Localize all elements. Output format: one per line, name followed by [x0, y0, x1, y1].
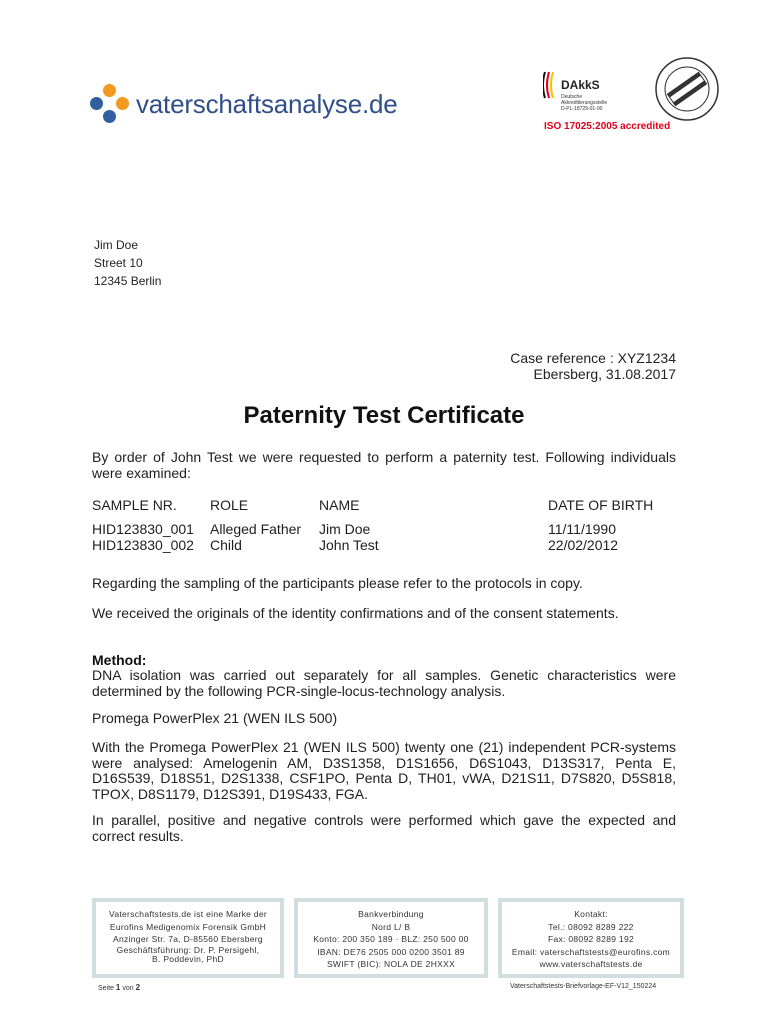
case-reference: Case reference : XYZ1234 [510, 350, 676, 366]
dakks-icon [543, 70, 559, 100]
sampling-note: Regarding the sampling of the participants please refer to the protocols in copy. [92, 575, 583, 591]
iso-accredited-label: ISO 17025:2005 accredited [544, 121, 671, 132]
dakks-sub-line: Deutsche [561, 94, 583, 100]
document-id: Vaterschaftstests-Briefvorlage-EF-V12_150224 [510, 983, 657, 990]
footer-contact-box [498, 898, 684, 978]
method-systems: With the Promega PowerPlex 21 (WEN ILS 500) twenty one (21) independent PCR-systems were analysed: Amelogenin AM, D3S1358, D1S1656, D6S1043, D13S317, Penta E, D16S539, D18S51, D2S1338, CSF1PO, Penta D, TH01, vWA, D21S11, D7S820, D5S818, TPOX, D8S1179, D12S391, D19S433, FGA. [92, 739, 676, 802]
page-mid: von [122, 985, 134, 992]
footer-line: IBAN: DE76 2505 000 0200 3501 89 [317, 946, 465, 957]
intro-paragraph: By order of John Test we were requested to perform a paternity test. Following individuals were examined: [92, 449, 676, 481]
table-cell-name: Jim Doe [319, 521, 371, 537]
column-header-role: ROLE [210, 497, 249, 513]
method-controls: In parallel, positive and negative controls were performed which gave the expected and correct results. [92, 812, 676, 844]
method-kit: Promega PowerPlex 21 (WEN ILS 500) [92, 710, 338, 726]
footer-line: Bankverbindung [358, 909, 424, 919]
dakks-subtext [561, 94, 631, 112]
table-cell-role: Alleged Father [210, 521, 302, 537]
column-header-name: NAME [319, 497, 360, 513]
footer-email-link[interactable]: Email: vaterschaftstests@eurofins.com [511, 946, 671, 957]
page-current: 1 [115, 983, 121, 992]
table-cell-sample: HID123830_001 [92, 521, 194, 537]
originals-note: We received the originals of the identity confirmations and of the consent statements. [92, 605, 619, 621]
dakks-name: DAkkS [561, 78, 600, 92]
recipient-address [94, 236, 161, 290]
method-text: DNA isolation was carried out separately for all samples. Genetic characteristics were determined by the following PCR-single-locus-technology analysis. [92, 667, 676, 699]
table-cell-dob: 11/11/1990 [548, 521, 616, 537]
footer-bank-box [294, 898, 488, 978]
page-total: 2 [135, 983, 141, 992]
table-cell-dob: 22/02/2012 [548, 537, 619, 553]
recipient-name: Jim Doe [94, 238, 139, 252]
footer-phone: Tel.: 08092 8289 222 [548, 921, 634, 932]
footer-line: Nord L/ B [371, 921, 411, 932]
case-reference-block [510, 350, 676, 382]
footer-website-link[interactable]: www.vaterschaftstests.de [539, 959, 643, 969]
footer-fax: Fax: 08092 8289 192 [547, 934, 635, 944]
footer-company-box [92, 898, 284, 978]
page-number [98, 983, 140, 992]
logo-mark-icon [90, 84, 130, 124]
table-cell-sample: HID123830_002 [92, 537, 194, 553]
footer-line: Eurofins Medigenomix Forensik GmbH [109, 921, 267, 932]
footer-line: B. Poddevin, PhD [152, 953, 224, 964]
footer-line: Anzinger Str. 7a, D-85560 Ebersberg [113, 934, 263, 944]
recipient-street: Street 10 [94, 256, 143, 270]
place-date: Ebersberg, 31.08.2017 [533, 366, 676, 382]
table-cell-role: Child [210, 537, 242, 553]
method-heading: Method: [92, 652, 147, 668]
footer-line: Geschäftsführung: Dr. P. Persigehl, [116, 944, 260, 955]
footer-line: Vaterschaftstests.de ist eine Marke der [109, 909, 267, 919]
document-title: Paternity Test Certificate [243, 402, 525, 429]
page-prefix: Seite [98, 985, 114, 992]
footer-line: Konto: 200 350 189 · BLZ: 250 500 00 [313, 934, 469, 944]
column-header-dob: DATE OF BIRTH [548, 497, 654, 513]
logo-text: vaterschaftsanalyse.de [136, 88, 398, 119]
table-cell-name: John Test [319, 537, 379, 553]
column-header-sample: SAMPLE NR. [92, 497, 177, 513]
footer-line: Kontakt: [574, 909, 608, 919]
dakks-sub-line: Akkreditierungsstelle [561, 100, 608, 106]
iso-certified-seal-icon [654, 56, 720, 122]
dakks-accreditation-mark [543, 66, 633, 122]
dakks-sub-line: D-PL-18729-01-00 [561, 106, 603, 112]
company-logo [90, 84, 398, 124]
footer-line: SWIFT (BIC): NOLA DE 2HXXX [326, 959, 456, 969]
recipient-city: 12345 Berlin [94, 274, 162, 288]
